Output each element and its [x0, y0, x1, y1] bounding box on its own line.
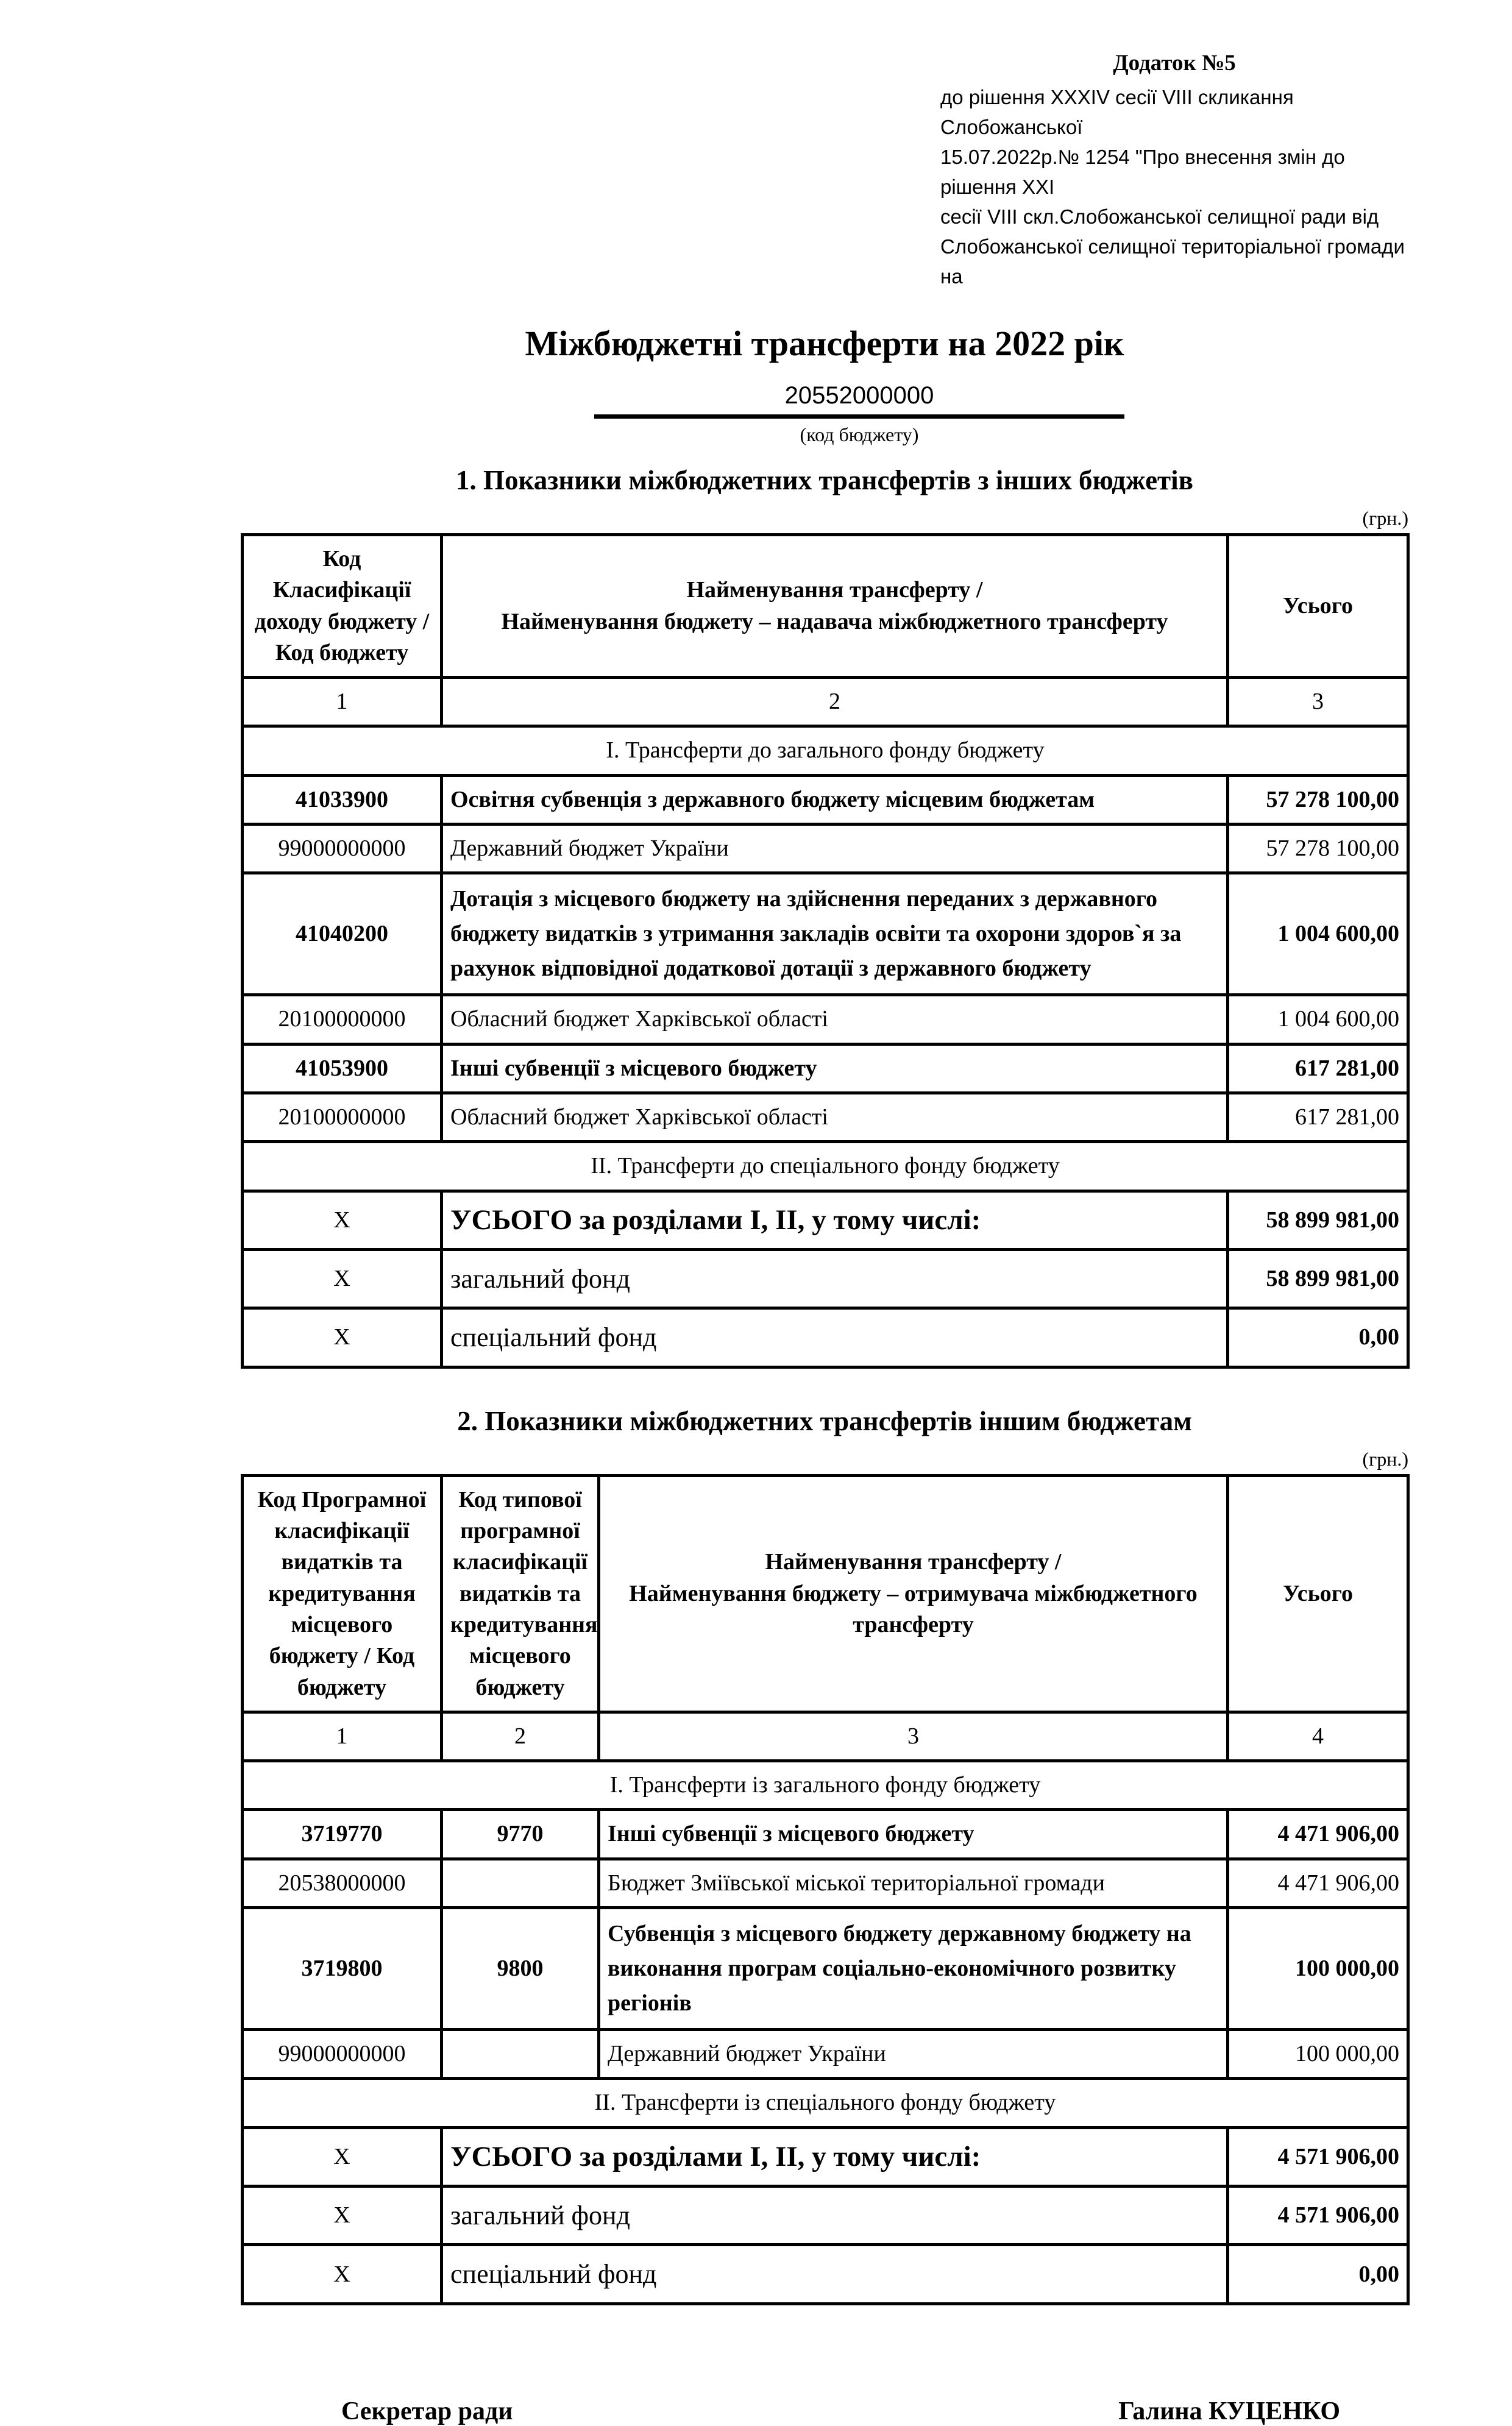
name-cell: Обласний бюджет Харківської області — [442, 1093, 1228, 1141]
appendix-line: до рішення XXXIV сесії VIII скликання Слобожанської — [940, 86, 1294, 138]
name-cell: Бюджет Зміївської міської територіальної громади — [599, 1859, 1228, 1907]
appendix-block — [940, 50, 1408, 291]
table-row — [243, 1093, 1408, 1141]
column-number: 3 — [599, 1712, 1228, 1761]
header-transfer-name — [442, 535, 1228, 678]
typical-code-cell — [442, 2030, 599, 2079]
table-row — [243, 825, 1408, 873]
fund-label-cell: спеціальний фонд — [442, 1308, 1228, 1367]
fund-label-cell: загальний фонд — [442, 1250, 1228, 1308]
appendix-line: сесії VIII скл.Слобожанської селищної ради від — [940, 205, 1379, 228]
signature-name: Галина КУЦЕНКО — [1118, 2397, 1340, 2425]
section2-heading: 2. Показники міжбюджетних трансфертів іншим бюджетам — [457, 1405, 1192, 1436]
amount-cell: 57 278 100,00 — [1228, 775, 1408, 824]
appendix-line: Слобожанської селищної територіальної громади на — [940, 235, 1405, 288]
column-number: 1 — [243, 678, 442, 726]
x-cell: X — [243, 2187, 442, 2245]
header-total: Усього — [1228, 1475, 1408, 1712]
code-cell: 20100000000 — [243, 1093, 442, 1141]
fund-amount-cell: 0,00 — [1228, 1308, 1408, 1367]
name-cell: Інші субвенції з місцевого бюджету — [599, 1810, 1228, 1859]
table-row — [243, 775, 1408, 824]
typical-code-cell — [442, 1859, 599, 1907]
fund-label-cell: загальний фонд — [442, 2187, 1228, 2245]
table-row — [243, 1908, 1408, 2030]
section-row — [243, 2079, 1408, 2127]
x-cell: X — [243, 1250, 442, 1308]
name-cell: Субвенція з місцевого бюджету державному бюджету на виконання програм соціально-економічного розвитку регіонів — [599, 1908, 1228, 2030]
section-title: ІІ. Трансферти із спеціального фонду бюджету — [243, 2079, 1408, 2127]
code-cell: 41053900 — [243, 1044, 442, 1093]
transfers-in-table — [241, 533, 1410, 1369]
fund-amount-cell: 4 571 906,00 — [1228, 2187, 1408, 2245]
fund-amount-cell: 0,00 — [1228, 2245, 1408, 2304]
amount-cell: 57 278 100,00 — [1228, 825, 1408, 873]
section-row — [243, 1142, 1408, 1191]
x-cell: X — [243, 1308, 442, 1367]
typical-code-cell: 9770 — [442, 1810, 599, 1859]
name-cell: Дотація з місцевого бюджету на здійснення переданих з державного бюджету видатків з утримання закладів освіти та охорони здоров`я за рахунок відповідної додаткової дотації з державного бюджету — [442, 873, 1228, 995]
currency-note: (грн.) — [1362, 507, 1408, 529]
table-row — [243, 995, 1408, 1044]
column-number: 1 — [243, 1712, 442, 1761]
amount-cell: 1 004 600,00 — [1228, 995, 1408, 1044]
appendix-number: Додаток №5 — [1113, 51, 1236, 76]
code-cell: 99000000000 — [243, 2030, 442, 2079]
page-title: Міжбюджетні трансферти на 2022 рік — [525, 324, 1124, 363]
budget-code-caption: (код бюджету) — [800, 424, 919, 445]
code-cell: 20100000000 — [243, 995, 442, 1044]
header-transfer-name-line1: Найменування трансферту / — [765, 1549, 1062, 1575]
document-content — [241, 50, 1408, 2426]
total-row — [243, 1191, 1408, 1249]
amount-cell: 617 281,00 — [1228, 1093, 1408, 1141]
code-cell: 20538000000 — [243, 1859, 442, 1907]
fund-amount-cell: 58 899 981,00 — [1228, 1250, 1408, 1308]
table-row — [243, 1810, 1408, 1859]
transfers-out-table — [241, 1474, 1410, 2305]
header-transfer-name-line2: Найменування бюджету – надавача міжбюджетного трансферту — [501, 608, 1168, 634]
column-number-row — [243, 678, 1408, 726]
amount-cell: 100 000,00 — [1228, 2030, 1408, 2079]
column-number: 2 — [442, 678, 1228, 726]
column-number-row — [243, 1712, 1408, 1761]
amount-cell: 4 471 906,00 — [1228, 1859, 1408, 1907]
x-cell: X — [243, 2127, 442, 2186]
amount-cell: 617 281,00 — [1228, 1044, 1408, 1093]
amount-cell: 100 000,00 — [1228, 1908, 1408, 2030]
header-transfer-name-line2: Найменування бюджету – отримувача міжбюджетного трансферту — [629, 1580, 1198, 1637]
section1-heading: 1. Показники міжбюджетних трансфертів з інших бюджетів — [456, 465, 1193, 495]
table-header-row — [243, 1475, 1408, 1712]
currency-note: (грн.) — [1362, 1447, 1408, 1470]
header-typical-program-code: Код типової програмної класифікації видатків та кредитування місцевого бюджету — [442, 1475, 599, 1712]
signature-row — [241, 2397, 1408, 2426]
table-row — [243, 873, 1408, 995]
header-total: Усього — [1228, 535, 1408, 678]
header-transfer-name-line1: Найменування трансферту / — [686, 577, 983, 603]
fund-row — [243, 1250, 1408, 1308]
name-cell: Інші субвенції з місцевого бюджету — [442, 1044, 1228, 1093]
budget-code-block — [594, 382, 1124, 446]
section-title: І. Трансферти із загального фонду бюджету — [243, 1761, 1408, 1810]
table-header-row — [243, 535, 1408, 678]
table-row — [243, 2030, 1408, 2079]
total-amount-cell: 58 899 981,00 — [1228, 1191, 1408, 1249]
header-code-classification: Код Класифікації доходу бюджету / Код бюджету — [243, 535, 442, 678]
amount-cell: 4 471 906,00 — [1228, 1810, 1408, 1859]
table-row — [243, 1859, 1408, 1907]
total-amount-cell: 4 571 906,00 — [1228, 2127, 1408, 2186]
amount-cell: 1 004 600,00 — [1228, 873, 1408, 995]
name-cell: Освітня субвенція з державного бюджету місцевим бюджетам — [442, 775, 1228, 824]
section-title: І. Трансферти до загального фонду бюджету — [243, 726, 1408, 775]
total-label-cell: УСЬОГО за розділами І, ІІ, у тому числі: — [442, 2127, 1228, 2186]
code-cell: 41040200 — [243, 873, 442, 995]
fund-row — [243, 2187, 1408, 2245]
section-row — [243, 726, 1408, 775]
typical-code-cell: 9800 — [442, 1908, 599, 2030]
section-title: ІІ. Трансферти до спеціального фонду бюджету — [243, 1142, 1408, 1191]
column-number: 4 — [1228, 1712, 1408, 1761]
header-program-code: Код Програмної класифікації видатків та кредитування місцевого бюджету / Код бюджету — [243, 1475, 442, 1712]
fund-label-cell: спеціальний фонд — [442, 2245, 1228, 2304]
header-transfer-name — [599, 1475, 1228, 1712]
budget-code-value: 20552000000 — [594, 382, 1124, 419]
code-cell: 3719770 — [243, 1810, 442, 1859]
code-cell: 99000000000 — [243, 825, 442, 873]
appendix-line: 15.07.2022р.№ 1254 "Про внесення змін до рішення XXI — [940, 146, 1345, 198]
fund-row — [243, 2245, 1408, 2304]
name-cell: Обласний бюджет Харківської області — [442, 995, 1228, 1044]
code-cell: 41033900 — [243, 775, 442, 824]
column-number: 3 — [1228, 678, 1408, 726]
column-number: 2 — [442, 1712, 599, 1761]
x-cell: X — [243, 1191, 442, 1249]
fund-row — [243, 1308, 1408, 1367]
x-cell: X — [243, 2245, 442, 2304]
name-cell: Державний бюджет України — [442, 825, 1228, 873]
section-row — [243, 1761, 1408, 1810]
table-row — [243, 1044, 1408, 1093]
total-row — [243, 2127, 1408, 2186]
total-label-cell: УСЬОГО за розділами І, ІІ, у тому числі: — [442, 1191, 1228, 1249]
signature-position: Секретар ради — [341, 2397, 513, 2425]
code-cell: 3719800 — [243, 1908, 442, 2030]
name-cell: Державний бюджет України — [599, 2030, 1228, 2079]
